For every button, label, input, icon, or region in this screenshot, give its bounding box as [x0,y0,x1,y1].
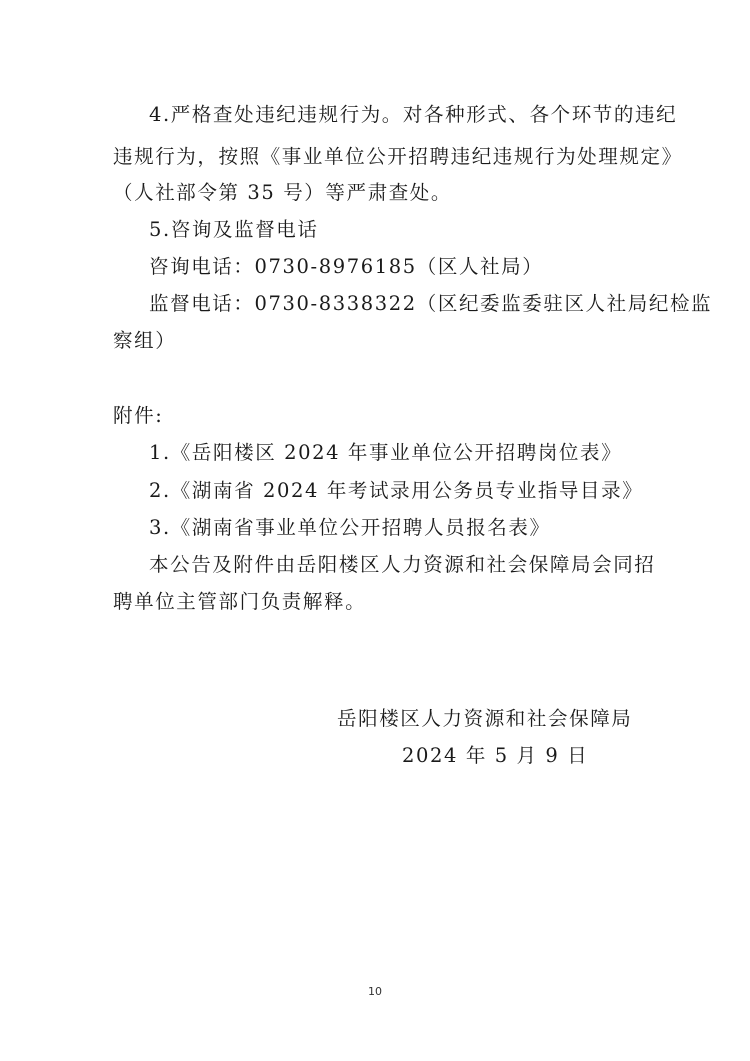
section-4-line-1: 4.严格查处违纪违规行为。对各种形式、各个环节的违纪 [149,103,678,126]
page-number: 10 [368,985,382,998]
issuer-signature: 岳阳楼区人力资源和社会保障局 [337,707,633,730]
consult-phone: 咨询电话：0730-8976185（区人社局） [149,255,544,278]
section-5-heading: 5.咨询及监督电话 [149,218,319,241]
supervise-phone-line-2: 察组） [113,329,177,352]
attachment-item-1: 1.《岳阳楼区 2024 年事业单位公开招聘岗位表》 [149,441,623,464]
attachments-heading: 附件: [113,404,164,427]
interpretation-line-1: 本公告及附件由岳阳楼区人力资源和社会保障局会同招 [149,553,656,576]
supervise-phone-line-1: 监督电话：0730-8338322（区纪委监委驻区人社局纪检监 [149,292,713,315]
attachment-item-3: 3.《湖南省事业单位公开招聘人员报名表》 [149,516,551,539]
section-4-line-2: 违规行为，按照《事业单位公开招聘违纪违规行为处理规定》 [113,145,683,168]
interpretation-line-2: 聘单位主管部门负责解释。 [113,590,367,613]
attachment-item-2: 2.《湖南省 2024 年考试录用公务员专业指导目录》 [149,479,644,502]
issue-date: 2024 年 5 月 9 日 [402,744,589,767]
section-4-line-3: （人社部令第 35 号）等严肃查处。 [113,181,453,204]
